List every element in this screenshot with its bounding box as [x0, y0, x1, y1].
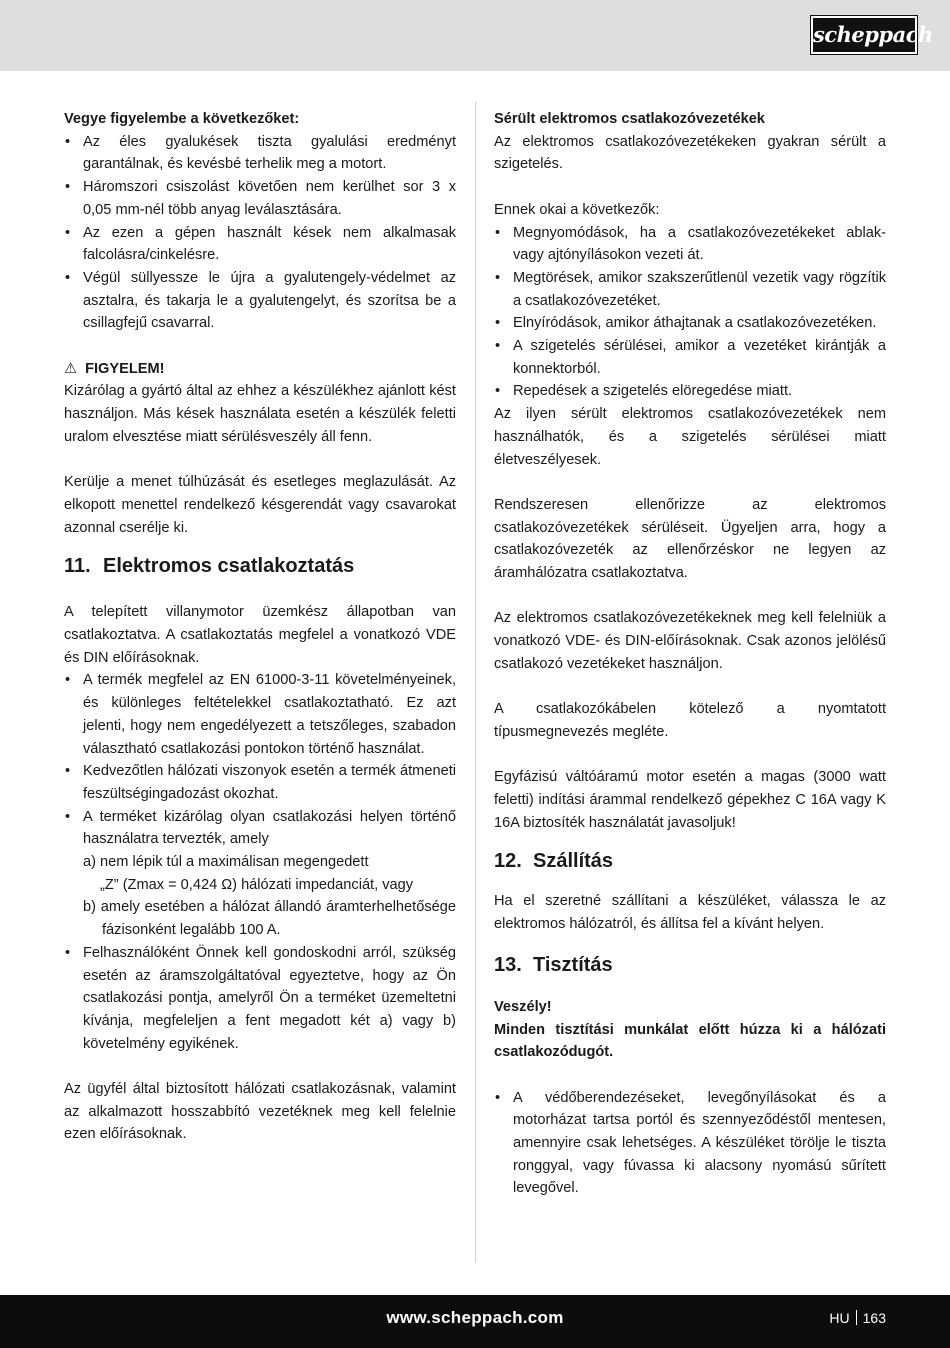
- damaged-text: Az elektromos csatlakozóvezetékeken gyakran sérült a szigetelés.: [494, 133, 886, 173]
- thread-text: Kerülje a menet túlhúzását és esetleges meglazulását. Az elkopott menettel rendelkező késgerendát vagy csavarokat azonnal cserélje ki.: [64, 474, 456, 536]
- list-item: • Háromszori csiszolást követően nem kerülhet sor 3 x 0,05 mm-nél több anyag leválasztására.: [64, 176, 456, 221]
- list-item: • Az éles gyalukések tiszta gyalulási eredményt garantálnak, és kevésbé terhelik meg a motort.: [64, 131, 456, 176]
- warning-icon: ⚠: [64, 360, 78, 377]
- electrical-list: [64, 669, 456, 851]
- consider-list: [64, 131, 456, 335]
- electrical-list-2: [64, 942, 456, 1056]
- section-13-heading: [494, 950, 886, 980]
- intro-text: A telepített villanymotor üzemkész állapotban van csatlakoztatva. A csatlakoztatás megfelel a vonatkozó VDE és DIN előírásoknak.: [64, 604, 456, 666]
- section-11-number: 11.: [64, 555, 91, 578]
- language-code: HU: [829, 1310, 850, 1326]
- list-item: • Repedések a szigetelés elöregedése miatt.: [494, 380, 886, 403]
- check-text: Rendszeresen ellenőrizze az elektromos csatlakozóvezetékek sérüléseit. Ügyeljen arra, hogy a csatlakozóvezeték az ellenőrzéskor ne legyen az áramhálózatra csatlakoztatva.: [494, 496, 886, 582]
- sub-item-b-wrap: [64, 896, 456, 941]
- list-item: [64, 806, 456, 851]
- list-item: • A védőberendezéseket, levegőnyílásokat és a motorházat tartsa portól és szennyeződéstől mentesen, amennyire csak lehetséges. A készüléket törölje le tiszta ronggyal, vagy fúvassa ki alacsony nyomású sűrített levegővel.: [494, 1087, 886, 1201]
- damaged-title: Sérült elektromos csatlakozóvezetékek: [494, 111, 765, 127]
- list-item: • Megnyomódások, ha a csatlakozóvezetékeket ablak- vagy ajtónyílásokon vezeti át.: [494, 222, 886, 267]
- list-item: • Elnyíródások, amikor áthajtanak a csatlakozóvezetéken.: [494, 312, 886, 335]
- motor-text: Egyfázisú váltóáramú motor esetén a magas (3000 watt feletti) indítási árammal rendelkező gépekhez C 16A vagy K 16A biztosíték használatát javasoljuk!: [494, 769, 886, 831]
- page-number-value: 163: [862, 1310, 886, 1326]
- warning-title: FIGYELEM!: [85, 360, 165, 377]
- list-item-text: • A terméket kizárólag olyan csatlakozási helyen történő használatra tervezték, amely: [83, 808, 456, 848]
- cleaning-list: [494, 1087, 886, 1201]
- right-column: [494, 108, 886, 1200]
- list-item: • Az ezen a gépen használt kések nem alkalmasak falcolásra/cinkelésre.: [64, 222, 456, 267]
- closing-text: Az ügyfél által biztosított hálózati csatlakozásnak, valamint az alkalmazott hosszabbító vezetéknek meg kell felelnie ezen előírásoknak.: [64, 1081, 456, 1143]
- vde-text: Az elektromos csatlakozóvezetékeknek meg kell felelniük a vonatkozó VDE- és DIN-előírásoknak. Csak azonos jelölésű csatlakozó vezetékeket használjon.: [494, 610, 886, 672]
- section-12-title: Szállítás: [533, 850, 614, 873]
- transport-text: Ha el szeretné szállítani a készüléket, válassza le az elektromos hálózatról, és állítsa fel a kívánt helyen.: [494, 893, 886, 933]
- section-12-heading: [494, 846, 886, 876]
- separator: [856, 1310, 857, 1325]
- list-item: • A szigetelés sérülései, amikor a vezetéket kirántják a konnektorból.: [494, 335, 886, 380]
- consider-title: Vegye figyelembe a következőket:: [64, 111, 300, 127]
- list-item: • Megtörések, amikor szakszerűtlenül vezetik vagy rögzítik a csatlakozóvezetéket.: [494, 267, 886, 312]
- page-number: [829, 1310, 886, 1326]
- column-divider: [475, 102, 476, 1262]
- section-13-title: Tisztítás: [533, 953, 613, 976]
- website-link[interactable]: www.scheppach.com: [386, 1308, 564, 1327]
- list-item: • A termék megfelel az EN 61000-3-11 követelményeinek, és különleges feltételekkel csatlakoztatható. Ez azt jelenti, hogy nem engedélyezett a tetszőleges, szabadon választható csatlakozási pontokon történő használat.: [64, 669, 456, 760]
- page-header: [0, 0, 950, 71]
- sub-item-b: b) amely esetében a hálózat állandó áramterhelhetősége fázisonként legalább 100 A.: [83, 899, 456, 939]
- causes-title: Ennek okai a következők:: [494, 201, 660, 218]
- list-item: • Kedvezőtlen hálózati viszonyok esetén a termék átmeneti feszültségingadozást okozhat.: [64, 760, 456, 805]
- danger-bold-text: Minden tisztítási munkálat előtt húzza ki a hálózati csatlakozódugót.: [494, 1021, 886, 1061]
- danger-title: Veszély!: [494, 998, 552, 1015]
- sub-item-a-cont: „Z” (Zmax = 0,424 Ω) hálózati impedanciát, vagy: [100, 876, 414, 893]
- section-13-number: 13.: [494, 953, 522, 976]
- section-11-heading: [64, 551, 456, 581]
- section-12-number: 12.: [494, 850, 522, 873]
- page-footer: [0, 1295, 950, 1348]
- section-11-title: Elektromos csatlakoztatás: [103, 555, 355, 578]
- label-text: A csatlakozókábelen kötelező a nyomtatott típusmegnevezés megléte.: [494, 701, 886, 740]
- sub-item-a: a) nem lépik túl a maximálisan megengedett: [83, 854, 369, 871]
- warning-heading: [64, 358, 456, 381]
- scheppach-logo: scheppach: [811, 16, 917, 54]
- warning-text: Kizárólag a gyártó által az ehhez a készülékhez ajánlott kést használjon. Más kések használata esetén a készülék feletti uralom elvesztése miatt sérülésveszély áll fenn.: [64, 383, 456, 445]
- list-item: • Felhasználóként Önnek kell gondoskodni arról, szükség esetén az áramszolgáltatóval egyeztetve, hogy az Ön csatlakozási pontja, amelyről Ön a terméket üzemeltetni kívánja, megfeleljen a fent megadott két a) vagy b) követelmény egyikének.: [64, 942, 456, 1056]
- danger-text: Az ilyen sérült elektromos csatlakozóvezetékek nem használhatók, és a szigetelés sérülései miatt életveszélyesek.: [494, 406, 886, 468]
- left-column: [64, 108, 456, 1146]
- list-item: • Végül süllyessze le újra a gyalutengely-védelmet az asztalra, és takarja le a gyalutengelyt, és szorítsa be a csillagfejű csavarral.: [64, 267, 456, 335]
- causes-list: [494, 222, 886, 404]
